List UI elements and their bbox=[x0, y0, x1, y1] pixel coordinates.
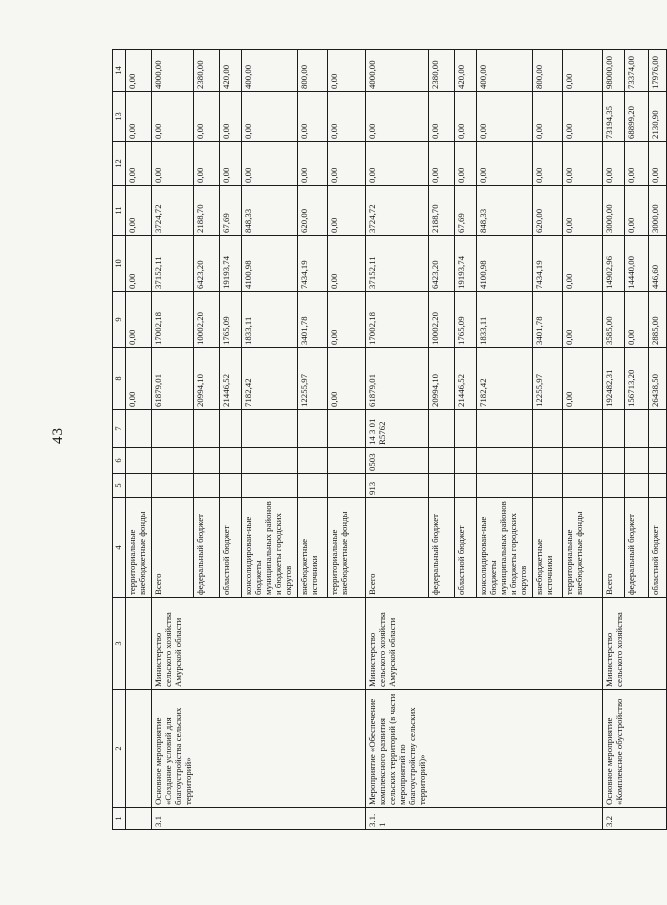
year-amount-cell: 0,00 bbox=[625, 142, 649, 186]
measure-name-cell bbox=[454, 690, 476, 808]
year-amount-cell: 98000,00 bbox=[602, 50, 625, 92]
csr-cell bbox=[649, 410, 667, 448]
table-row bbox=[532, 50, 562, 830]
csr-cell bbox=[428, 410, 454, 448]
executor-cell bbox=[220, 598, 242, 690]
table-row bbox=[151, 50, 194, 830]
measure-name-cell bbox=[194, 690, 220, 808]
row-number-cell: 3.2 bbox=[602, 808, 625, 830]
total-amount-cell: 12255,97 bbox=[532, 348, 562, 410]
table-row bbox=[298, 50, 328, 830]
column-number: 1 bbox=[113, 808, 126, 830]
year-amount-cell: 7434,19 bbox=[532, 236, 562, 292]
grbs-cell bbox=[242, 474, 298, 498]
total-amount-cell: 20994,10 bbox=[428, 348, 454, 410]
grbs-cell bbox=[125, 474, 151, 498]
table-row bbox=[194, 50, 220, 830]
executor-cell bbox=[532, 598, 562, 690]
funding-source-cell: федеральный бюджет bbox=[428, 498, 454, 598]
grbs-cell bbox=[328, 474, 366, 498]
year-amount-cell: 2188,70 bbox=[194, 186, 220, 236]
funding-source-cell: консолидирован-ные бюджеты муниципальных районов и бюджеты городских округов bbox=[476, 498, 532, 598]
year-amount-cell: 848,33 bbox=[242, 186, 298, 236]
year-amount-cell: 446,60 bbox=[649, 236, 667, 292]
table-row bbox=[366, 50, 429, 830]
year-amount-cell: 1765,09 bbox=[220, 292, 242, 348]
column-number: 9 bbox=[113, 292, 126, 348]
funding-source-cell: областной бюджет bbox=[454, 498, 476, 598]
funding-source-cell: областной бюджет bbox=[220, 498, 242, 598]
year-amount-cell: 0,00 bbox=[125, 236, 151, 292]
row-number-cell bbox=[194, 808, 220, 830]
csr-cell bbox=[220, 410, 242, 448]
grbs-cell: 913 bbox=[366, 474, 429, 498]
year-amount-cell: 0,00 bbox=[602, 142, 625, 186]
measure-name-cell bbox=[562, 690, 602, 808]
funding-source-cell: федеральный бюджет bbox=[625, 498, 649, 598]
year-amount-cell: 0,00 bbox=[151, 142, 194, 186]
executor-cell bbox=[476, 598, 532, 690]
executor-cell: Министерство сельского хозяйства bbox=[602, 598, 625, 690]
year-amount-cell: 68899,20 bbox=[625, 92, 649, 142]
rzpr-cell bbox=[476, 448, 532, 474]
rzpr-cell bbox=[242, 448, 298, 474]
measure-name-cell bbox=[428, 690, 454, 808]
funding-source-cell: консолидирован-ные бюджеты муниципальных районов и бюджеты городских округов bbox=[242, 498, 298, 598]
measure-name-cell bbox=[328, 690, 366, 808]
year-amount-cell: 0,00 bbox=[428, 142, 454, 186]
year-amount-cell: 73374,00 bbox=[625, 50, 649, 92]
funding-source-cell: федеральный бюджет bbox=[194, 498, 220, 598]
row-number-cell bbox=[242, 808, 298, 830]
table-body bbox=[125, 50, 667, 830]
year-amount-cell: 0,00 bbox=[562, 236, 602, 292]
year-amount-cell: 0,00 bbox=[428, 92, 454, 142]
year-amount-cell: 0,00 bbox=[328, 236, 366, 292]
grbs-cell bbox=[151, 474, 194, 498]
row-number-cell bbox=[298, 808, 328, 830]
year-amount-cell: 0,00 bbox=[562, 186, 602, 236]
csr-cell bbox=[625, 410, 649, 448]
year-amount-cell: 4100,98 bbox=[242, 236, 298, 292]
year-amount-cell: 620,00 bbox=[532, 186, 562, 236]
executor-cell bbox=[428, 598, 454, 690]
year-amount-cell: 10002,20 bbox=[194, 292, 220, 348]
year-amount-cell: 0,00 bbox=[562, 92, 602, 142]
rzpr-cell bbox=[220, 448, 242, 474]
total-amount-cell: 26438,50 bbox=[649, 348, 667, 410]
year-amount-cell: 2188,70 bbox=[428, 186, 454, 236]
column-number: 3 bbox=[113, 598, 126, 690]
total-amount-cell: 156713,20 bbox=[625, 348, 649, 410]
rzpr-cell bbox=[298, 448, 328, 474]
executor-cell bbox=[328, 598, 366, 690]
csr-cell bbox=[562, 410, 602, 448]
year-amount-cell: 17976,00 bbox=[649, 50, 667, 92]
row-number-cell bbox=[476, 808, 532, 830]
row-number-cell bbox=[625, 808, 649, 830]
grbs-cell bbox=[194, 474, 220, 498]
grbs-cell bbox=[454, 474, 476, 498]
row-number-cell bbox=[532, 808, 562, 830]
year-amount-cell: 3724,72 bbox=[366, 186, 429, 236]
measure-name-cell bbox=[220, 690, 242, 808]
rzpr-cell bbox=[649, 448, 667, 474]
year-amount-cell: 4100,98 bbox=[476, 236, 532, 292]
grbs-cell bbox=[220, 474, 242, 498]
grbs-cell bbox=[532, 474, 562, 498]
total-amount-cell: 192482,31 bbox=[602, 348, 625, 410]
executor-cell bbox=[454, 598, 476, 690]
year-amount-cell: 0,00 bbox=[328, 50, 366, 92]
year-amount-cell: 0,00 bbox=[220, 92, 242, 142]
column-number: 14 bbox=[113, 50, 126, 92]
grbs-cell bbox=[428, 474, 454, 498]
total-amount-cell: 61879,01 bbox=[151, 348, 194, 410]
funding-source-cell: Всего bbox=[151, 498, 194, 598]
measure-name-cell bbox=[125, 690, 151, 808]
measure-name-cell: Мероприятие «Обеспечение комплексного развития сельских территорий (в части мероприятий по благоустройству сельских территорий)» bbox=[366, 690, 429, 808]
csr-cell bbox=[125, 410, 151, 448]
column-number: 4 bbox=[113, 498, 126, 598]
year-amount-cell: 4000,00 bbox=[151, 50, 194, 92]
year-amount-cell: 0,00 bbox=[476, 92, 532, 142]
year-amount-cell: 3585,00 bbox=[602, 292, 625, 348]
year-amount-cell: 0,00 bbox=[328, 186, 366, 236]
total-amount-cell: 7182,42 bbox=[476, 348, 532, 410]
year-amount-cell: 2380,00 bbox=[194, 50, 220, 92]
year-amount-cell: 0,00 bbox=[476, 142, 532, 186]
funding-source-cell: Всего bbox=[366, 498, 429, 598]
year-amount-cell: 0,00 bbox=[328, 92, 366, 142]
measure-name-cell bbox=[625, 690, 649, 808]
year-amount-cell: 2130,90 bbox=[649, 92, 667, 142]
year-amount-cell: 848,33 bbox=[476, 186, 532, 236]
year-amount-cell: 0,00 bbox=[125, 142, 151, 186]
year-amount-cell: 420,00 bbox=[454, 50, 476, 92]
column-number: 2 bbox=[113, 690, 126, 808]
table-row bbox=[242, 50, 298, 830]
total-amount-cell: 12255,97 bbox=[298, 348, 328, 410]
total-amount-cell: 0,00 bbox=[562, 348, 602, 410]
year-amount-cell: 6423,20 bbox=[428, 236, 454, 292]
row-number-cell bbox=[562, 808, 602, 830]
year-amount-cell: 19193,74 bbox=[220, 236, 242, 292]
year-amount-cell: 0,00 bbox=[242, 142, 298, 186]
year-amount-cell: 800,00 bbox=[298, 50, 328, 92]
year-amount-cell: 0,00 bbox=[125, 50, 151, 92]
rzpr-cell bbox=[532, 448, 562, 474]
year-amount-cell: 4000,00 bbox=[366, 50, 429, 92]
row-number-cell bbox=[125, 808, 151, 830]
funding-source-cell: внебюджетные источники bbox=[298, 498, 328, 598]
column-number-row bbox=[113, 50, 126, 830]
table-row bbox=[476, 50, 532, 830]
year-amount-cell: 0,00 bbox=[328, 142, 366, 186]
csr-cell bbox=[328, 410, 366, 448]
row-number-cell bbox=[220, 808, 242, 830]
rzpr-cell: 0503 bbox=[366, 448, 429, 474]
year-amount-cell: 0,00 bbox=[366, 92, 429, 142]
year-amount-cell: 0,00 bbox=[562, 142, 602, 186]
executor-cell bbox=[194, 598, 220, 690]
total-amount-cell: 21446,52 bbox=[220, 348, 242, 410]
year-amount-cell: 0,00 bbox=[298, 92, 328, 142]
grbs-cell bbox=[649, 474, 667, 498]
year-amount-cell: 0,00 bbox=[625, 186, 649, 236]
year-amount-cell: 3724,72 bbox=[151, 186, 194, 236]
year-amount-cell: 0,00 bbox=[532, 92, 562, 142]
grbs-cell bbox=[476, 474, 532, 498]
measure-name-cell bbox=[649, 690, 667, 808]
year-amount-cell: 0,00 bbox=[625, 292, 649, 348]
row-number-cell bbox=[428, 808, 454, 830]
year-amount-cell: 0,00 bbox=[125, 92, 151, 142]
column-number: 6 bbox=[113, 448, 126, 474]
year-amount-cell: 37152,11 bbox=[151, 236, 194, 292]
year-amount-cell: 800,00 bbox=[532, 50, 562, 92]
rzpr-cell bbox=[454, 448, 476, 474]
row-number-cell bbox=[454, 808, 476, 830]
csr-cell bbox=[532, 410, 562, 448]
table-row bbox=[125, 50, 151, 830]
year-amount-cell: 0,00 bbox=[125, 292, 151, 348]
year-amount-cell: 0,00 bbox=[151, 92, 194, 142]
column-number: 8 bbox=[113, 348, 126, 410]
measure-name-cell: Основное мероприятие «Комплексное обустройство bbox=[602, 690, 625, 808]
table-row bbox=[220, 50, 242, 830]
table-row bbox=[428, 50, 454, 830]
total-amount-cell: 0,00 bbox=[125, 348, 151, 410]
measure-name-cell: Основное мероприятие «Создание условий для благоустройства сельских территорий» bbox=[151, 690, 194, 808]
year-amount-cell: 0,00 bbox=[454, 92, 476, 142]
rzpr-cell bbox=[625, 448, 649, 474]
year-amount-cell: 73194,35 bbox=[602, 92, 625, 142]
csr-cell: 14 3 01 R5762 bbox=[366, 410, 429, 448]
year-amount-cell: 3401,78 bbox=[532, 292, 562, 348]
measure-name-cell bbox=[242, 690, 298, 808]
year-amount-cell: 0,00 bbox=[366, 142, 429, 186]
year-amount-cell: 14902,96 bbox=[602, 236, 625, 292]
year-amount-cell: 0,00 bbox=[532, 142, 562, 186]
column-number: 10 bbox=[113, 236, 126, 292]
column-number: 5 bbox=[113, 474, 126, 498]
rzpr-cell bbox=[125, 448, 151, 474]
year-amount-cell: 7434,19 bbox=[298, 236, 328, 292]
executor-cell bbox=[298, 598, 328, 690]
year-amount-cell: 3000,00 bbox=[602, 186, 625, 236]
total-amount-cell: 21446,52 bbox=[454, 348, 476, 410]
csr-cell bbox=[242, 410, 298, 448]
executor-cell bbox=[625, 598, 649, 690]
executor-cell bbox=[242, 598, 298, 690]
grbs-cell bbox=[602, 474, 625, 498]
year-amount-cell: 0,00 bbox=[125, 186, 151, 236]
year-amount-cell: 10002,20 bbox=[428, 292, 454, 348]
rzpr-cell bbox=[151, 448, 194, 474]
csr-cell bbox=[298, 410, 328, 448]
row-number-cell: 3.1.1 bbox=[366, 808, 429, 830]
year-amount-cell: 6423,20 bbox=[194, 236, 220, 292]
year-amount-cell: 3401,78 bbox=[298, 292, 328, 348]
year-amount-cell: 67,69 bbox=[454, 186, 476, 236]
total-amount-cell: 61879,01 bbox=[366, 348, 429, 410]
year-amount-cell: 3000,00 bbox=[649, 186, 667, 236]
rzpr-cell bbox=[602, 448, 625, 474]
rzpr-cell bbox=[194, 448, 220, 474]
executor-cell bbox=[125, 598, 151, 690]
column-number: 11 bbox=[113, 186, 126, 236]
year-amount-cell: 1833,11 bbox=[476, 292, 532, 348]
rzpr-cell bbox=[562, 448, 602, 474]
year-amount-cell: 620,00 bbox=[298, 186, 328, 236]
year-amount-cell: 2380,00 bbox=[428, 50, 454, 92]
rzpr-cell bbox=[328, 448, 366, 474]
table-row bbox=[454, 50, 476, 830]
year-amount-cell: 400,00 bbox=[476, 50, 532, 92]
measure-name-cell bbox=[298, 690, 328, 808]
table-row bbox=[649, 50, 667, 830]
column-number: 12 bbox=[113, 142, 126, 186]
table-row bbox=[328, 50, 366, 830]
year-amount-cell: 0,00 bbox=[194, 92, 220, 142]
funding-source-cell: территориальные внебюджетные фонды bbox=[562, 498, 602, 598]
year-amount-cell: 0,00 bbox=[242, 92, 298, 142]
funding-source-cell: областной бюджет bbox=[649, 498, 667, 598]
year-amount-cell: 420,00 bbox=[220, 50, 242, 92]
grbs-cell bbox=[298, 474, 328, 498]
rotated-table-container bbox=[112, 50, 661, 830]
executor-cell: Министерство сельского хозяйства Амурской области bbox=[366, 598, 429, 690]
budget-table bbox=[112, 49, 667, 830]
executor-cell: Министерство сельского хозяйства Амурской области bbox=[151, 598, 194, 690]
row-number-cell bbox=[649, 808, 667, 830]
page-number: 43 bbox=[50, 427, 66, 444]
year-amount-cell: 1833,11 bbox=[242, 292, 298, 348]
grbs-cell bbox=[625, 474, 649, 498]
year-amount-cell: 1765,09 bbox=[454, 292, 476, 348]
total-amount-cell: 7182,42 bbox=[242, 348, 298, 410]
measure-name-cell bbox=[476, 690, 532, 808]
row-number-cell bbox=[328, 808, 366, 830]
csr-cell bbox=[151, 410, 194, 448]
csr-cell bbox=[602, 410, 625, 448]
year-amount-cell: 0,00 bbox=[298, 142, 328, 186]
year-amount-cell: 0,00 bbox=[220, 142, 242, 186]
year-amount-cell: 400,00 bbox=[242, 50, 298, 92]
year-amount-cell: 19193,74 bbox=[454, 236, 476, 292]
column-number: 7 bbox=[113, 410, 126, 448]
year-amount-cell: 17002,18 bbox=[151, 292, 194, 348]
table-row bbox=[602, 50, 625, 830]
executor-cell bbox=[649, 598, 667, 690]
grbs-cell bbox=[562, 474, 602, 498]
year-amount-cell: 0,00 bbox=[562, 292, 602, 348]
row-number-cell: 3.1 bbox=[151, 808, 194, 830]
year-amount-cell: 37152,11 bbox=[366, 236, 429, 292]
rzpr-cell bbox=[428, 448, 454, 474]
year-amount-cell: 17002,18 bbox=[366, 292, 429, 348]
csr-cell bbox=[194, 410, 220, 448]
funding-source-cell: территориальные внебюджетные фонды bbox=[328, 498, 366, 598]
year-amount-cell: 0,00 bbox=[328, 292, 366, 348]
funding-source-cell: территориальные внебюджетные фонды bbox=[125, 498, 151, 598]
year-amount-cell: 0,00 bbox=[454, 142, 476, 186]
column-number: 13 bbox=[113, 92, 126, 142]
year-amount-cell: 0,00 bbox=[649, 142, 667, 186]
table-row bbox=[562, 50, 602, 830]
measure-name-cell bbox=[532, 690, 562, 808]
year-amount-cell: 0,00 bbox=[194, 142, 220, 186]
year-amount-cell: 67,69 bbox=[220, 186, 242, 236]
funding-source-cell: Всего bbox=[602, 498, 625, 598]
table-row bbox=[625, 50, 649, 830]
total-amount-cell: 20994,10 bbox=[194, 348, 220, 410]
csr-cell bbox=[454, 410, 476, 448]
funding-source-cell: внебюджетные источники bbox=[532, 498, 562, 598]
year-amount-cell: 2885,00 bbox=[649, 292, 667, 348]
executor-cell bbox=[562, 598, 602, 690]
year-amount-cell: 14440,00 bbox=[625, 236, 649, 292]
csr-cell bbox=[476, 410, 532, 448]
year-amount-cell: 0,00 bbox=[562, 50, 602, 92]
total-amount-cell: 0,00 bbox=[328, 348, 366, 410]
